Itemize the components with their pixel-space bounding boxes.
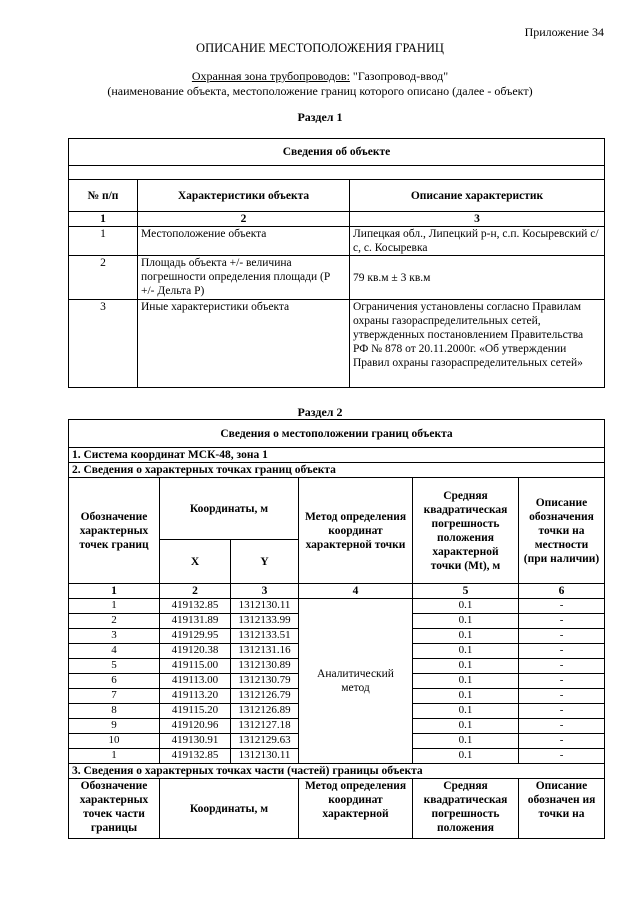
point-x: 419120.96 [160, 719, 231, 734]
point-method: Аналитический метод [299, 599, 413, 764]
point-location-description: - [519, 599, 605, 614]
point-location-description: - [519, 629, 605, 644]
point-x: 419120.38 [160, 644, 231, 659]
col-header-part-location-description: Описание обозначен ия точки на [519, 779, 605, 839]
point-mean-error: 0.1 [413, 749, 519, 764]
point-y: 1312131.16 [231, 644, 299, 659]
table-row [69, 256, 605, 300]
col-index: 2 [138, 212, 350, 227]
point-mean-error: 0.1 [413, 674, 519, 689]
col-header-point-designation: Обозначение характерных точек границ [69, 478, 160, 584]
point-location-description: - [519, 749, 605, 764]
col-header-part-coordinates: Координаты, м [160, 779, 299, 839]
point-x: 419113.00 [160, 674, 231, 689]
table-row [69, 300, 605, 388]
point-x: 419130.91 [160, 734, 231, 749]
point-y: 1312130.79 [231, 674, 299, 689]
point-location-description: - [519, 704, 605, 719]
section-2-title: Раздел 2 [297, 405, 343, 419]
point-mean-error: 0.1 [413, 599, 519, 614]
spacer-row [69, 166, 605, 180]
col-header-num: № п/п [69, 180, 138, 212]
appendix-label: Приложение 34 [524, 25, 604, 39]
point-number: 6 [69, 674, 160, 689]
point-x: 419129.95 [160, 629, 231, 644]
boundary-points-table [68, 419, 605, 839]
point-y: 1312126.89 [231, 704, 299, 719]
col-header-part-mean-error: Средняя квадратическая погрешность положения [413, 779, 519, 839]
object-name: "Газопровод-ввод" [352, 69, 449, 83]
point-y: 1312130.11 [231, 599, 299, 614]
part-points-row: 3. Сведения о характерных точках части (частей) границы объекта [69, 764, 605, 779]
point-mean-error: 0.1 [413, 689, 519, 704]
point-x: 419132.85 [160, 599, 231, 614]
coordinate-system-row: 1. Система координат МСК-48, зона 1 [69, 448, 605, 463]
point-location-description: - [519, 674, 605, 689]
point-x: 419131.89 [160, 614, 231, 629]
point-x: 419115.00 [160, 659, 231, 674]
row-characteristic: Иные характеристики объекта [138, 300, 350, 388]
point-location-description: - [519, 659, 605, 674]
col-index: 5 [413, 584, 519, 599]
point-number: 9 [69, 719, 160, 734]
point-y: 1312130.89 [231, 659, 299, 674]
object-zone-label: Охранная зона трубопроводов: [191, 69, 350, 83]
point-location-description: - [519, 734, 605, 749]
table-row [69, 599, 605, 614]
col-header-description: Описание характеристик [350, 180, 605, 212]
point-number: 7 [69, 689, 160, 704]
section-1-title: Раздел 1 [297, 110, 343, 124]
col-header-mean-error: Средняя квадратическая погрешность положения характерной точки (Mt), м [413, 478, 519, 584]
col-index: 2 [160, 584, 231, 599]
point-y: 1312130.11 [231, 749, 299, 764]
point-mean-error: 0.1 [413, 644, 519, 659]
col-header-characteristics: Характеристики объекта [138, 180, 350, 212]
point-location-description: - [519, 614, 605, 629]
object-note: (наименование объекта, местоположение границ которого описано (далее - объект) [107, 84, 533, 98]
point-mean-error: 0.1 [413, 629, 519, 644]
col-header-coordinates: Координаты, м [160, 478, 299, 540]
point-x: 419132.85 [160, 749, 231, 764]
boundary-info-header: Сведения о местоположении границ объекта [69, 420, 605, 448]
col-header-y: Y [231, 540, 299, 584]
row-description: Липецкая обл., Липецкий р-н, с.п. Косыревский с/с, с. Косыревка [350, 227, 605, 256]
col-header-method: Метод определения координат характерной точки [299, 478, 413, 584]
point-y: 1312133.99 [231, 614, 299, 629]
row-num: 1 [69, 227, 138, 256]
point-mean-error: 0.1 [413, 704, 519, 719]
row-characteristic: Площадь объекта +/- величина погрешности определения площади (Р +/- Дельта Р) [138, 256, 350, 300]
point-number: 8 [69, 704, 160, 719]
col-header-part-method: Метод определения координат характерной [299, 779, 413, 839]
point-y: 1312126.79 [231, 689, 299, 704]
point-mean-error: 0.1 [413, 719, 519, 734]
row-num: 3 [69, 300, 138, 388]
col-header-x: X [160, 540, 231, 584]
point-y: 1312129.63 [231, 734, 299, 749]
point-x: 419113.20 [160, 689, 231, 704]
col-header-location-description: Описание обозначения точки на местности (при наличии) [519, 478, 605, 584]
point-y: 1312133.51 [231, 629, 299, 644]
row-description: 79 кв.м ± 3 кв.м [350, 256, 605, 300]
point-location-description: - [519, 719, 605, 734]
point-number: 1 [69, 749, 160, 764]
point-number: 2 [69, 614, 160, 629]
document-title: ОПИСАНИЕ МЕСТОПОЛОЖЕНИЯ ГРАНИЦ [196, 41, 444, 55]
point-number: 10 [69, 734, 160, 749]
col-header-part-point-designation: Обозначение характерных точек части границы [69, 779, 160, 839]
characteristic-points-row: 2. Сведения о характерных точках границ объекта [69, 463, 605, 478]
row-description: Ограничения установлены согласно Правилам охраны газораспределительных сетей, утвержденных постановлением Правительства РФ № 878 от 20.11.2000г. «Об утверждении Правил охраны газораспределительных сетей» [350, 300, 605, 388]
col-index: 3 [350, 212, 605, 227]
point-number: 1 [69, 599, 160, 614]
row-num: 2 [69, 256, 138, 300]
point-location-description: - [519, 644, 605, 659]
point-location-description: - [519, 689, 605, 704]
object-name-line [0, 69, 640, 84]
point-mean-error: 0.1 [413, 614, 519, 629]
object-info-table [68, 138, 605, 388]
row-characteristic: Местоположение объекта [138, 227, 350, 256]
point-mean-error: 0.1 [413, 734, 519, 749]
point-number: 5 [69, 659, 160, 674]
object-info-header: Сведения об объекте [69, 139, 605, 166]
col-index: 3 [231, 584, 299, 599]
point-number: 4 [69, 644, 160, 659]
col-index: 6 [519, 584, 605, 599]
point-mean-error: 0.1 [413, 659, 519, 674]
table-row [69, 227, 605, 256]
col-index: 1 [69, 584, 160, 599]
point-y: 1312127.18 [231, 719, 299, 734]
col-index: 1 [69, 212, 138, 227]
col-index: 4 [299, 584, 413, 599]
point-number: 3 [69, 629, 160, 644]
point-x: 419115.20 [160, 704, 231, 719]
